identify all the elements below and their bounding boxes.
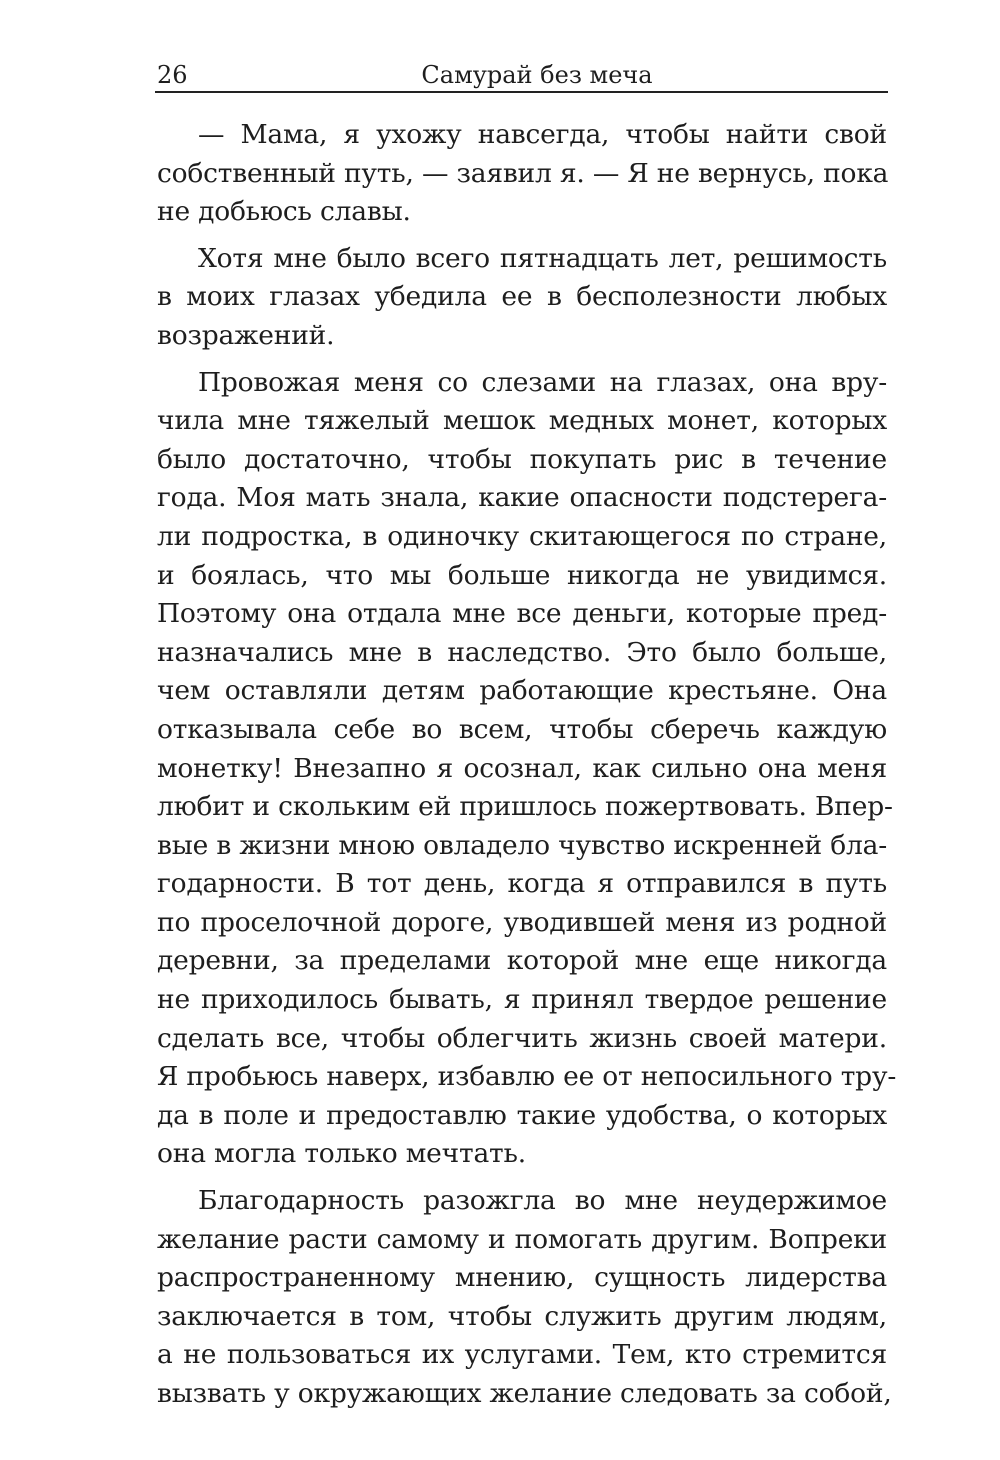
text-line: вызвать у окружающих желание следовать за собой, bbox=[157, 1378, 892, 1409]
page-number: 26 bbox=[157, 61, 188, 89]
text-line: чем оставляли детям работающие крестьяне. Она bbox=[157, 675, 887, 707]
text-line: сделать все, чтобы облегчить жизнь своей матери. bbox=[157, 1022, 887, 1054]
text-line: заключается в том, чтобы служить другим людям, bbox=[157, 1300, 887, 1332]
text-line: не приходилось бывать, я принял твердое решение bbox=[157, 984, 887, 1016]
header-rule bbox=[155, 91, 888, 93]
text-line: желание расти самому и помогать другим. Вопреки bbox=[157, 1223, 887, 1255]
text-line: Провожая меня со слезами на глазах, она вру- bbox=[198, 366, 887, 398]
text-line: Я пробьюсь наверх, избавлю ее от непосильного тру- bbox=[157, 1061, 897, 1093]
text-line: Хотя мне было всего пятнадцать лет, решимость bbox=[198, 242, 887, 274]
paragraph bbox=[157, 240, 887, 356]
text-line: да в поле и предоставлю такие удобства, о которых bbox=[157, 1099, 887, 1131]
text-line: ли подростка, в одиночку скитающегося по стране, bbox=[157, 520, 887, 552]
text-line: возражений. bbox=[157, 319, 335, 351]
text-line: чила мне тяжелый мешок медных монет, которых bbox=[157, 405, 887, 437]
paragraph bbox=[157, 1182, 892, 1414]
book-title: Самурай без меча bbox=[421, 61, 653, 89]
text-line: Поэтому она отдала мне все деньги, которые пред- bbox=[157, 598, 887, 630]
text-line: распространенному мнению, сущность лидерства bbox=[157, 1262, 887, 1294]
text-line: отказывала себе во всем, чтобы сберечь каждую bbox=[157, 713, 887, 745]
text-line: — Мама, я ухожу навсегда, чтобы найти свой bbox=[198, 119, 887, 150]
text-line: годарности. В тот день, когда я отправился в путь bbox=[157, 868, 887, 900]
text-line: в моих глазах убедила ее в бесполезности любых bbox=[157, 281, 887, 313]
text-line: и боялась, что мы больше никогда не увидимся. bbox=[157, 559, 887, 591]
text-line: не добьюсь славы. bbox=[157, 196, 411, 228]
text-line: а не пользоваться их услугами. Тем, кто стремится bbox=[157, 1339, 887, 1371]
paragraph bbox=[157, 364, 897, 1174]
text-line: монетку! Внезапно я осознал, как сильно она меня bbox=[157, 752, 887, 784]
text-line: Благодарность разожгла во мне неудержимое bbox=[198, 1185, 887, 1217]
paragraph bbox=[157, 116, 887, 232]
text-line: любит и скольким ей пришлось пожертвовать. Впер- bbox=[157, 791, 893, 823]
text-line: было достаточно, чтобы покупать рис в течение bbox=[157, 443, 887, 475]
body-text bbox=[157, 116, 897, 1422]
text-line: деревни, за пределами которой мне еще никогда bbox=[157, 945, 887, 977]
running-head bbox=[157, 60, 887, 94]
text-line: по проселочной дороге, уводившей меня из родной bbox=[157, 906, 887, 938]
text-line: собственный путь, — заявил я. — Я не вернусь, пока bbox=[157, 157, 889, 189]
text-line: она могла только мечтать. bbox=[157, 1138, 526, 1170]
text-line: вые в жизни мною овладело чувство искренней бла- bbox=[157, 829, 887, 861]
text-line: назначались мне в наследство. Это было больше, bbox=[157, 636, 887, 668]
text-line: года. Моя мать знала, какие опасности подстерега- bbox=[157, 482, 887, 514]
